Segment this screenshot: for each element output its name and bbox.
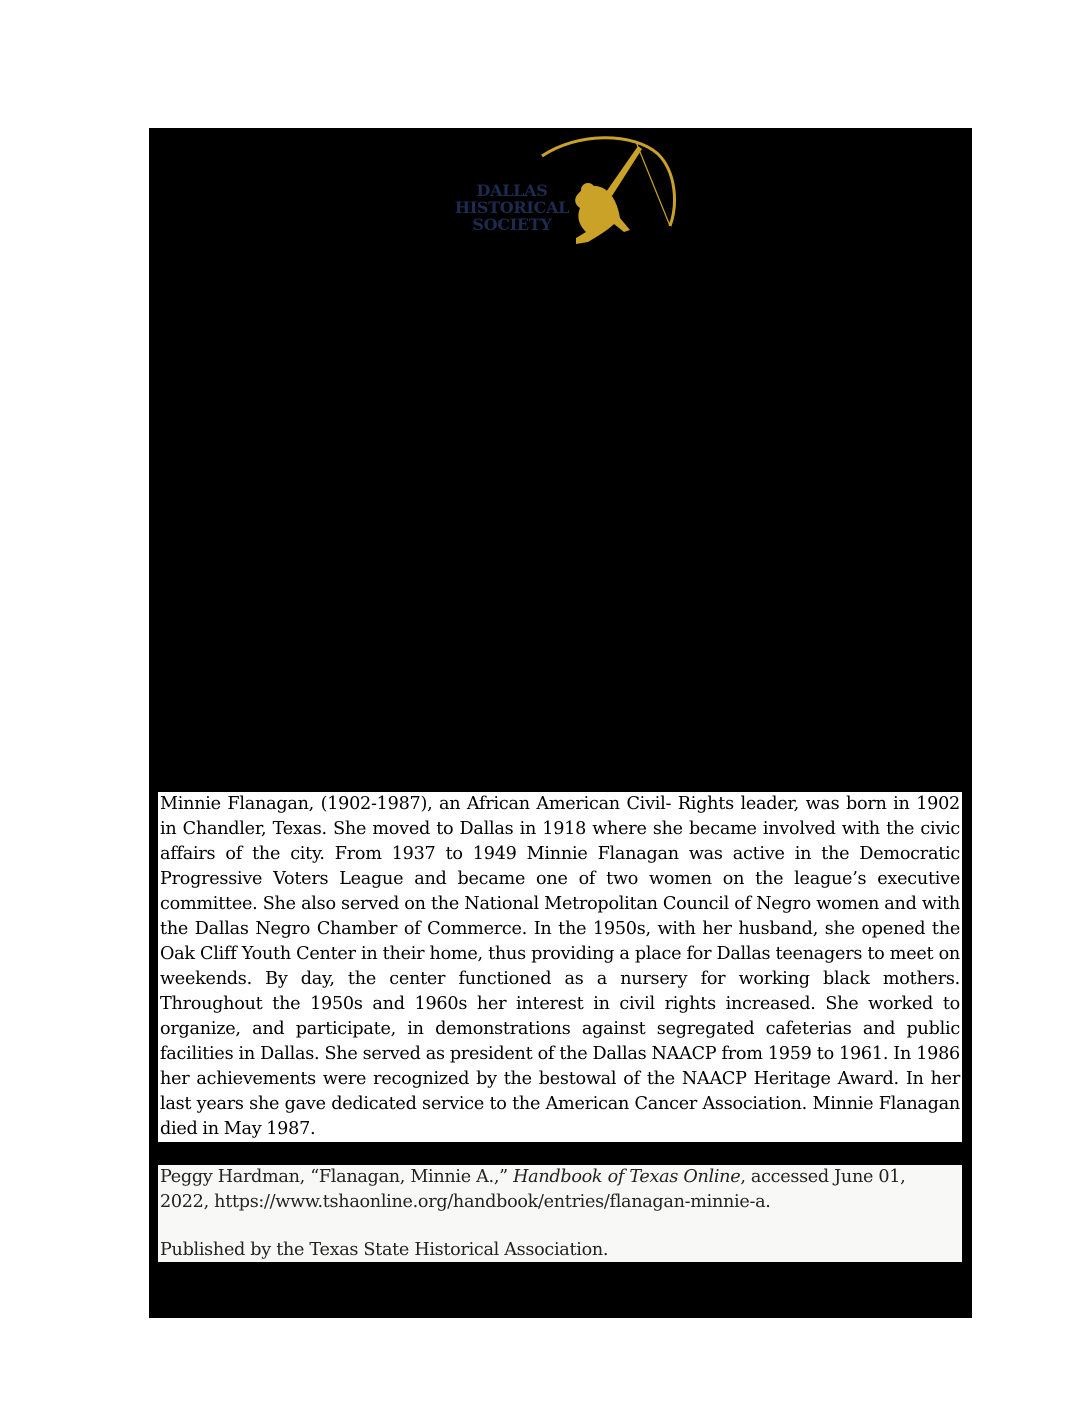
logo-line-2: HISTORICAL	[454, 198, 570, 217]
biography-text: Minnie Flanagan, (1902-1987), an African American Civil- Rights leader, was born in 1902 in Chandler, Texas. She moved to Dallas in 1918 where she became involved with the civic affairs of the city. From 1937 to 1949 Minnie Flanagan was active in the Democratic Progressive Voters League and became one of two women on the league’s executive committee. She also served on the National Metropolitan Council of Negro women and with the Dallas Negro Chamber of Commerce. In the 1950s, with her husband, she opened the Oak Cliff Youth Center in their home, thus providing a place for Dallas teenagers to meet on weekends. By day, the center functioned as a nursery for working black mothers. Throughout the 1950s and 1960s her interest in civil rights increased. She worked to organize, and participate, in demonstrations against segregated cafeterias and public facilities in Dallas. She served as president of the Dallas NAACP from 1959 to 1961. In 1986 her achievements were recognized by the bestowal of the NAACP Heritage Award. In her last years she gave dedicated service to the American Cancer Association. Minnie Flanagan died in May 1987.	[158, 792, 962, 1142]
citation-source: Handbook of Texas Online	[513, 1167, 741, 1187]
citation-accessed: , accessed June 01,	[740, 1167, 906, 1187]
citation-url-line: 2022, https://www.tshaonline.org/handbook/entries/flanagan-minnie-a.	[160, 1192, 771, 1212]
citation-author-title: Peggy Hardman, “Flanagan, Minnie A.,”	[160, 1167, 514, 1187]
citation-line-1	[158, 1165, 962, 1190]
logo-line-1: DALLAS	[476, 181, 548, 200]
logo-line-3: SOCIETY	[472, 215, 552, 234]
dallas-historical-society-logo	[448, 134, 680, 246]
biography-block	[158, 792, 962, 1142]
logo-wordmark	[448, 182, 576, 233]
citation-publisher: Published by the Texas State Historical Association.	[160, 1240, 609, 1260]
citation-block	[158, 1165, 962, 1262]
